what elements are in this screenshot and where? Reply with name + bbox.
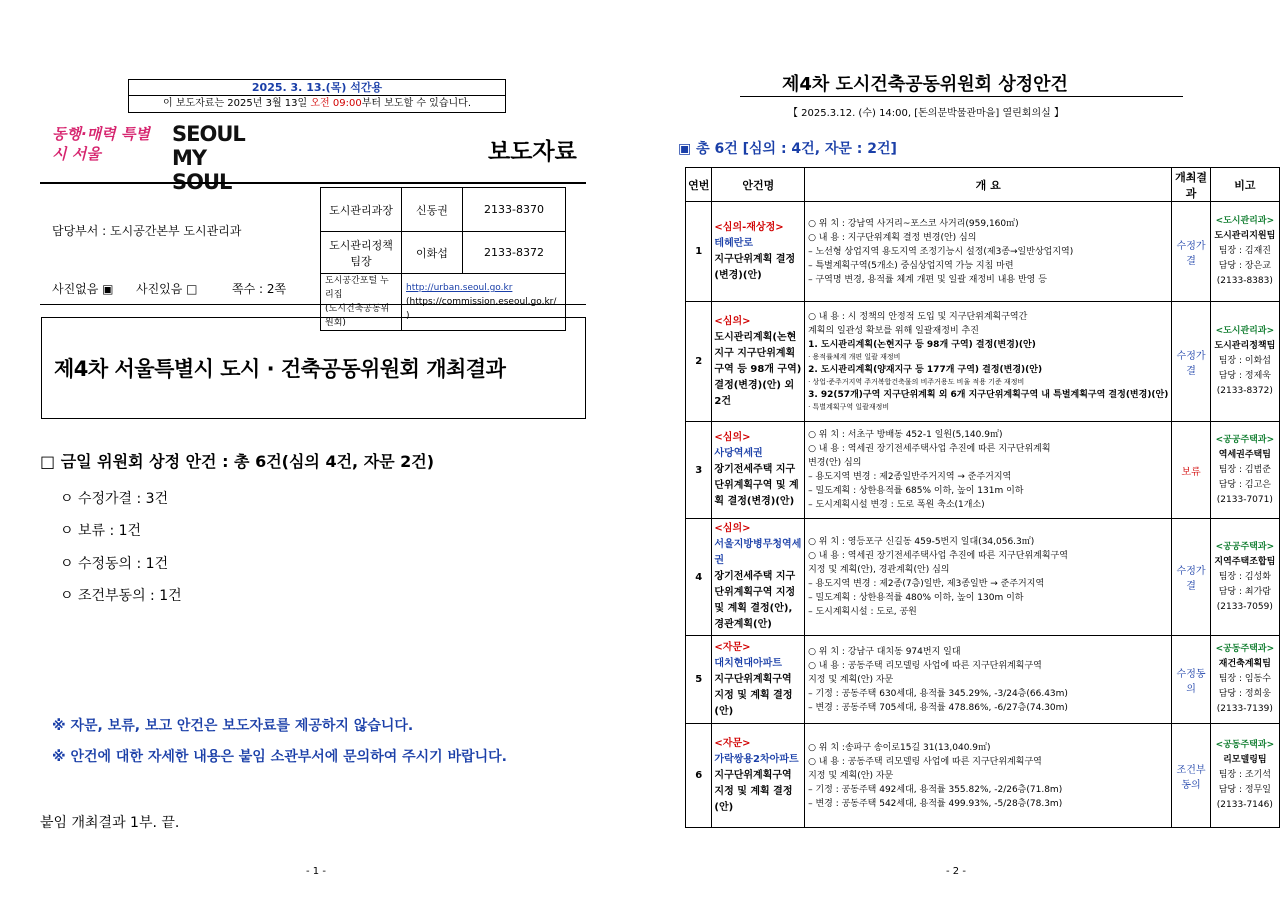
note-team: 도시관리정책팀 <box>1214 341 1276 351</box>
meta-rule <box>40 304 586 305</box>
agenda-row <box>686 202 1280 302</box>
row-note <box>1210 302 1279 422</box>
row-tag: <심의> <box>714 315 751 327</box>
summary-line: ○ 내 용 : 공동주택 리모델링 사업에 따른 지구단위계획구역 <box>808 756 1042 767</box>
note-line: ※ 안건에 대한 자세한 내용은 붙임 소관부서에 문의하여 주시기 바랍니다. <box>52 749 507 765</box>
summary-line: ○ 내 용 : 공동주택 리모델링 사업에 따른 지구단위계획구역 <box>808 660 1042 671</box>
agenda-row <box>686 422 1280 519</box>
header-rule <box>40 182 586 184</box>
result-item: ㅇ 수정동의 : 1건 <box>60 556 169 572</box>
summary-line: 계획의 일관성 확보를 위해 일괄재정비 추진 <box>808 326 979 336</box>
row-place: 대치현대아파트 <box>714 657 783 669</box>
row-name-cell <box>712 519 805 636</box>
contact-role: 도시관리정책팀장 <box>321 232 402 274</box>
summary-line: – 변경 : 공동주택 542세대, 용적률 499.93%, -5/28층(78.3m) <box>808 798 1063 809</box>
contact-row <box>321 232 566 274</box>
summary-line: · 상업·준주거지역 주거복합건축물의 비주거용도 비율 적용 기준 재정비 <box>808 378 1025 386</box>
summary-line: – 노선형 상업지역 용도지역 조정기능시 설정(제3종→일반상업지역) <box>808 246 1074 257</box>
note-lead: 팀장 : 김범준 <box>1218 464 1271 475</box>
summary-line: ○ 내 용 : 역세권 장기전세주택사업 추진에 따른 지구단위계획 <box>808 444 1051 454</box>
row-result: 보류 <box>1172 422 1210 519</box>
result-item: ㅇ 조건부동의 : 1건 <box>60 588 182 604</box>
summary-line: ○ 위 치 : 영등포구 신길동 459-5번지 일대(34,056.3㎡) <box>808 537 1035 547</box>
row-tag: <자문> <box>714 641 751 653</box>
contact-name: 신동권 <box>402 188 463 232</box>
row-number: 1 <box>686 202 712 302</box>
contact-role: 도시관리과장 <box>321 188 402 232</box>
row-place: 서울지방병무청역세권 <box>714 539 802 566</box>
photo-none: 사진없음 ▣ <box>52 282 114 296</box>
embargo-box <box>128 79 506 113</box>
title-box <box>41 317 586 419</box>
summary-line: 지정 및 계획(안) 자문 <box>808 770 894 781</box>
row-tag: <심의-재상정> <box>714 221 784 233</box>
note-team: 리모델링팀 <box>1223 755 1267 765</box>
page-number: - 1 - <box>306 866 326 877</box>
section-heading: □ 금일 위원회 상정 안건 : 총 6건(심의 4건, 자문 2건) <box>40 452 435 471</box>
row-name-cell <box>712 636 805 724</box>
summary-line: 1. 도시관리계획(논현지구 등 98개 구역) 결정(변경)(안) <box>808 340 1036 350</box>
header-name: 안건명 <box>712 168 805 202</box>
summary-line: – 용도지역 변경 : 제2종(7층)일반, 제3종일반 → 준주거지역 <box>808 579 1045 589</box>
agenda-table <box>685 167 1280 828</box>
summary-line: – 구역명 변경, 용적률 체계 개편 및 일괄 재정비 내용 반영 등 <box>808 274 1047 285</box>
row-note <box>1210 724 1279 828</box>
note-phone: (2133-7139) <box>1216 704 1273 714</box>
agenda-title-rule <box>740 96 1183 97</box>
row-name: 지구단위계획구역 지정 및 계획 결정(안) <box>714 673 793 717</box>
note-team: 역세권주택팀 <box>1218 449 1271 460</box>
agenda-subtitle: 【 2025.3.12. (수) 14:00, [돈의문박물관마을] 열린회의실 】 <box>788 108 1064 119</box>
logo-line-1: SEOUL <box>172 122 245 146</box>
row-name: 장기전세주택 지구단위계획구역 지정 및 계획 결정(안), 경관계획(안) <box>714 571 796 630</box>
row-result: 조건부동의 <box>1172 724 1210 828</box>
agenda-header-row <box>686 168 1280 202</box>
row-name: 지구단위계획 결정(변경)(안) <box>714 253 796 281</box>
row-number: 5 <box>686 636 712 724</box>
summary-line: 지정 및 계획(안) 자문 <box>808 674 894 685</box>
attachment-line: 붙임 개최결과 1부. 끝. <box>40 815 180 831</box>
logo-line-2: MY SOUL <box>172 146 232 194</box>
row-number: 2 <box>686 302 712 422</box>
result-item: ㅇ 수정가결 : 3건 <box>60 491 169 507</box>
agenda-row <box>686 519 1280 636</box>
note-staff: 담당 : 최가람 <box>1218 586 1271 597</box>
summary-line: · 용적률체계 개편 일괄 재정비 <box>808 353 901 361</box>
row-name-cell <box>712 422 805 519</box>
summary-line: ○ 위 치 : 서초구 방배동 452-1 일원(5,140.9㎡) <box>808 430 1003 440</box>
summary-line: ○ 위 치 : 강남역 사거리~포스코 사거리(959,160㎡) <box>808 218 1019 229</box>
header-note: 비고 <box>1210 168 1279 202</box>
row-note <box>1210 519 1279 636</box>
summary-line: 2. 도시관리계획(양재지구 등 177개 구역) 결정(변경)(안) <box>808 365 1043 375</box>
row-note <box>1210 202 1279 302</box>
agenda-title: 제4차 도시건축공동위원회 상정안건 <box>782 74 1068 95</box>
embargo-text-pre: 이 보도자료는 2025년 3월 13일 <box>162 98 311 109</box>
summary-line: – 밀도계획 : 상한용적률 685% 이하, 높이 131m 이하 <box>808 486 1024 496</box>
note-team: 재건축계획팀 <box>1218 659 1271 669</box>
summary-line: ○ 위 치 : 강남구 대치동 974번지 일대 <box>808 646 961 657</box>
note-staff: 담당 : 김고은 <box>1218 479 1271 490</box>
row-summary <box>805 422 1172 519</box>
note-lead: 팀장 : 조기석 <box>1218 770 1271 780</box>
agenda-row <box>686 302 1280 422</box>
summary-line: ○ 내 용 : 역세권 장기전세주택사업 추진에 따른 지구단위계획구역 <box>808 551 1068 561</box>
row-name: 장기전세주택 지구단위계획구역 및 계획 결정(변경)(안) <box>714 464 799 507</box>
note-phone: (2133-7071) <box>1216 494 1273 505</box>
contact-name: 이화섭 <box>402 232 463 274</box>
note-lead: 팀장 : 이화섭 <box>1218 356 1271 366</box>
note-dept: <공공주택과> <box>1215 541 1275 552</box>
row-place: 사당역세권 <box>714 448 763 459</box>
note-dept: <도시관리과> <box>1215 216 1275 226</box>
summary-line: · 특별계획구역 일괄재정비 <box>808 403 890 411</box>
row-note <box>1210 636 1279 724</box>
row-name-cell <box>712 724 805 828</box>
summary-line: – 변경 : 공동주택 705세대, 용적률 478.86%, -6/27층(74.30m) <box>808 702 1068 713</box>
row-summary <box>805 519 1172 636</box>
row-tag: <자문> <box>714 737 751 749</box>
row-name: 도시관리계획(논현지구 지구단위계획구역 등 98개 구역) 결정(변경)(안) 외 2건 <box>714 331 802 407</box>
summary-line: 지정 및 계획(안), 경관계획(안) 심의 <box>808 565 950 575</box>
seoul-my-soul-logo <box>172 122 256 194</box>
row-number: 3 <box>686 422 712 519</box>
photo-yes: 사진있음 □ <box>136 282 198 296</box>
portal-label-2: (도시건축공동위원회) <box>325 304 390 328</box>
note-dept: <도시관리과> <box>1215 326 1275 336</box>
summary-line: – 도시계획시설 : 도로, 공원 <box>808 607 917 617</box>
summary-line: ○ 위 치 :송파구 송이로15길 31(13,040.9㎡) <box>808 742 991 753</box>
summary-line: ○ 내 용 : 시 정책의 안정적 도입 및 지구단위계획구역간 <box>808 312 1028 322</box>
row-place: 가락쌍용2차아파트 <box>714 753 799 765</box>
row-tag: <심의> <box>714 523 751 534</box>
contact-row <box>321 188 566 232</box>
row-result: 수정가결 <box>1172 302 1210 422</box>
row-place: 테헤란로 <box>714 237 754 249</box>
row-result: 수정동의 <box>1172 636 1210 724</box>
row-name-cell <box>712 302 805 422</box>
summary-line: – 기정 : 공동주택 492세대, 용적률 355.82%, -2/26층(71.8m) <box>808 784 1063 795</box>
header-result: 개최결과 <box>1172 168 1210 202</box>
main-title: 제4차 서울특별시 도시 · 건축공동위원회 개최결과 <box>54 357 506 381</box>
contact-table <box>320 187 566 331</box>
summary-line: ○ 내 용 : 지구단위계획 결정 변경(안) 심의 <box>808 232 977 243</box>
seoul-slogan-logo <box>52 124 152 170</box>
row-summary <box>805 302 1172 422</box>
note-phone: (2133-7146) <box>1216 800 1273 810</box>
agenda-row <box>686 724 1280 828</box>
row-name: 지구단위계획구역 지정 및 계획 결정(안) <box>714 769 793 813</box>
row-result: 수정가결 <box>1172 519 1210 636</box>
note-lead: 팀장 : 김성화 <box>1218 571 1271 582</box>
portal-link-1[interactable]: http://urban.seoul.go.kr <box>406 283 513 293</box>
note-staff: 담당 : 정희웅 <box>1218 689 1271 699</box>
header-summary: 개 요 <box>805 168 1172 202</box>
date-line: 2025. 3. 13.(목) 석간용 <box>129 80 505 96</box>
summary-line: – 용도지역 변경 : 제2종일반주거지역 → 준주거지역 <box>808 472 1012 482</box>
embargo-line <box>129 96 505 112</box>
row-result: 수정가결 <box>1172 202 1210 302</box>
note-lead: 팀장 : 임동수 <box>1218 674 1271 684</box>
summary-line: – 특별계획구역(5개소) 중심상업지역 가능 지침 마련 <box>808 260 1014 271</box>
note-staff: 담당 : 정무일 <box>1218 785 1271 795</box>
note-dept: <공동주택과> <box>1215 644 1275 654</box>
header-no: 연번 <box>686 168 712 202</box>
summary-line: – 기정 : 공동주택 630세대, 용적률 345.29%, -3/24층(66.43m) <box>808 688 1068 699</box>
slogan-logo-text: 동행·매력 특별시 서울 <box>52 125 150 163</box>
note-dept: <공공주택과> <box>1215 434 1275 445</box>
page-number-2: - 2 - <box>946 866 966 877</box>
note-line: ※ 자문, 보류, 보고 안건은 보도자료를 제공하지 않습니다. <box>52 718 414 734</box>
summary-line: 변경(안) 심의 <box>808 458 862 468</box>
row-summary <box>805 724 1172 828</box>
doc-type-title: 보도자료 <box>488 139 577 165</box>
row-name-cell <box>712 202 805 302</box>
portal-link-2[interactable]: (https://commission.eseoul.go.kr/ ) <box>406 297 557 321</box>
note-phone: (2133-8372) <box>1216 386 1273 396</box>
note-phone: (2133-8383) <box>1216 276 1273 286</box>
summary-line: – 밀도계획 : 상한용적률 480% 이하, 높이 130m 이하 <box>808 593 1024 603</box>
row-tag: <심의> <box>714 432 751 443</box>
dept-label: 담당부서 : 도시공간본부 도시관리과 <box>52 224 242 238</box>
note-staff: 담당 : 장은교 <box>1218 261 1271 271</box>
note-dept: <공동주택과> <box>1215 740 1275 750</box>
row-note <box>1210 422 1279 519</box>
contact-phone: 2133-8372 <box>463 232 566 274</box>
portal-label-1: 도시공간포털 누리집 <box>325 276 389 300</box>
note-phone: (2133-7059) <box>1216 601 1273 612</box>
agenda-row <box>686 636 1280 724</box>
row-summary <box>805 202 1172 302</box>
embargo-text-post: 부터 보도할 수 있습니다. <box>361 98 472 109</box>
note-team: 도시관리지원팀 <box>1214 231 1276 241</box>
embargo-time: 오전 09:00 <box>310 98 362 109</box>
row-summary <box>805 636 1172 724</box>
note-lead: 팀장 : 김재진 <box>1218 246 1271 256</box>
note-staff: 담당 : 정제욱 <box>1218 371 1271 381</box>
summary-line: 3. 92(57개)구역 지구단위계획 외 6개 지구단위계획구역 내 특별계획구역 결정(변경)(안) <box>808 390 1169 400</box>
page-count: 쪽수 : 2쪽 <box>232 282 287 296</box>
note-team: 지역주택조합팀 <box>1214 556 1276 567</box>
agenda-section-heading: ▣ 총 6건 [심의 : 4건, 자문 : 2건] <box>678 141 897 157</box>
row-number: 6 <box>686 724 712 828</box>
result-item: ㅇ 보류 : 1건 <box>60 523 142 539</box>
contact-phone: 2133-8370 <box>463 188 566 232</box>
summary-line: – 도시계획시설 변경 : 도로 폭원 축소(1개소) <box>808 500 985 510</box>
row-number: 4 <box>686 519 712 636</box>
